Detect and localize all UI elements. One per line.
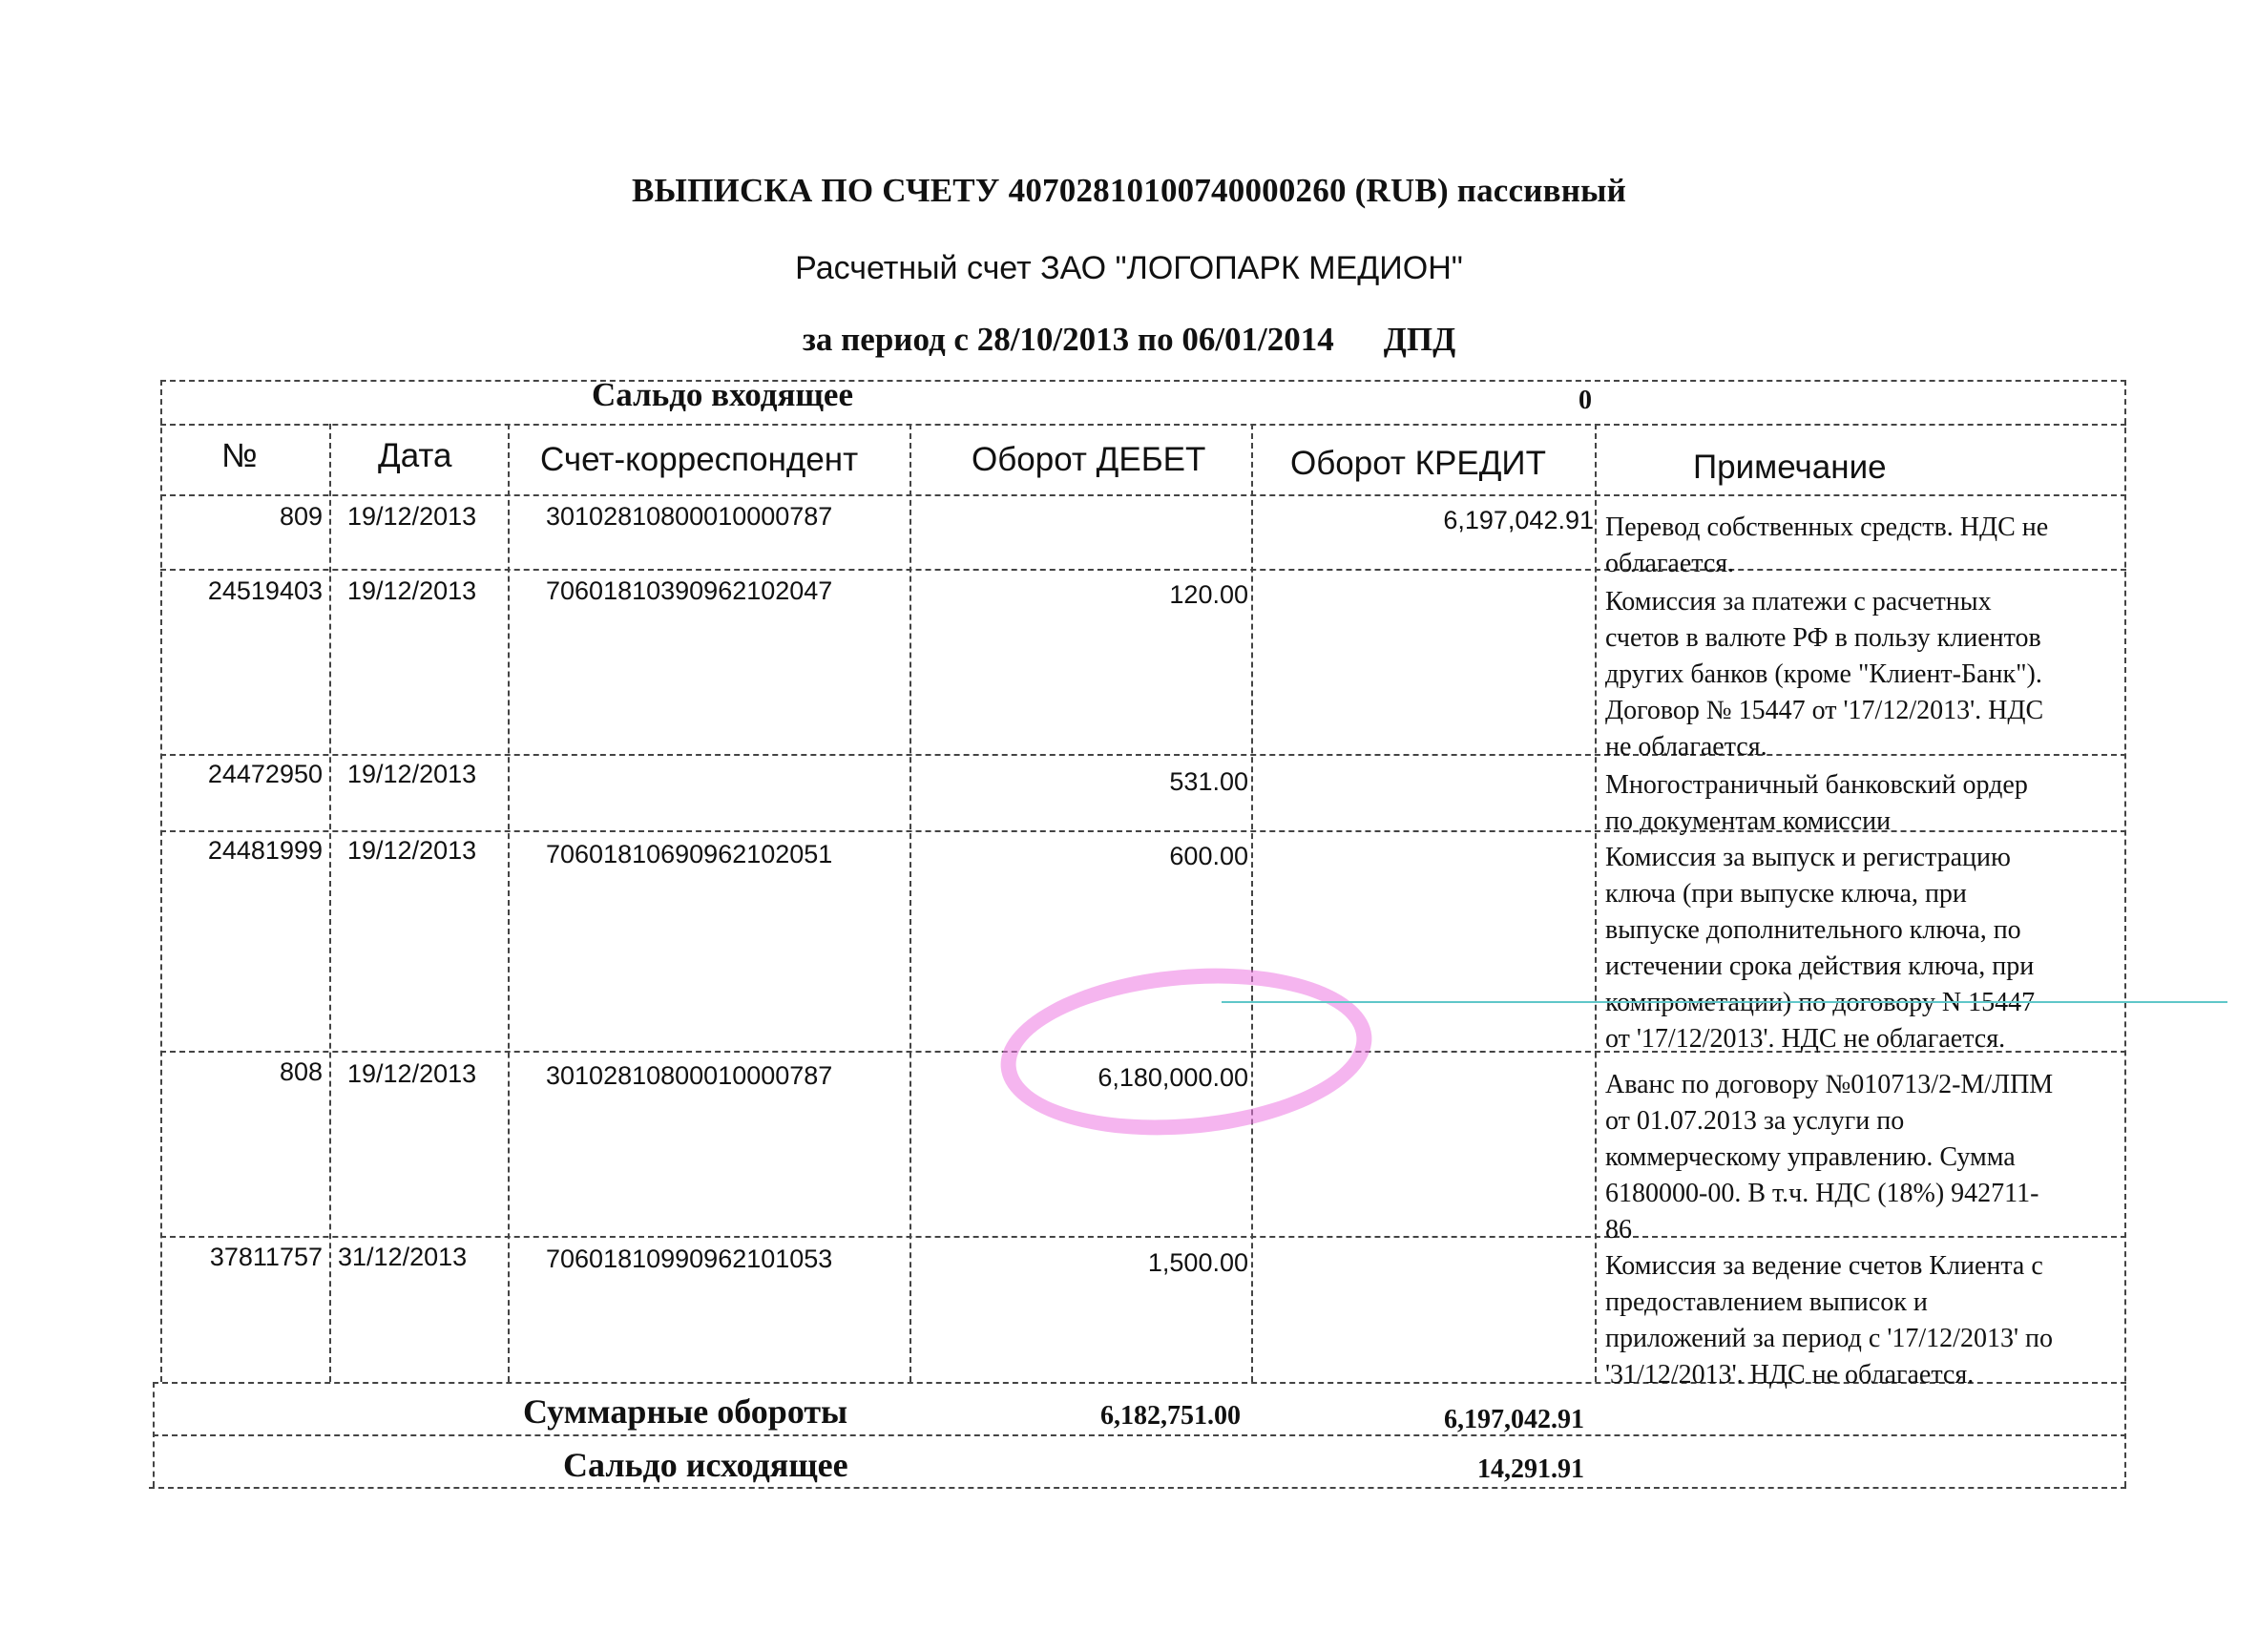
row-number: 809 — [279, 502, 323, 531]
row-note-line: от 01.07.2013 за услуги по — [1605, 1106, 1905, 1136]
row-note-line: '31/12/2013'. НДС не облагается. — [1605, 1360, 1975, 1390]
row-note-line: Перевод собственных средств. НДС не — [1605, 512, 2049, 542]
col-header-credit: Оборот КРЕДИТ — [1290, 445, 1546, 482]
totals-label: Суммарные обороты — [523, 1392, 848, 1431]
table-line — [1595, 424, 1597, 1382]
row-note-line: счетов в валюте РФ в пользу клиентов — [1605, 623, 2041, 653]
table-line — [329, 424, 331, 1382]
row-note-line: выпуске дополнительного ключа, по — [1605, 915, 2021, 945]
account-subtitle: Расчетный счет ЗАО "ЛОГОПАРК МЕДИОН" — [795, 250, 1463, 286]
closing-balance-label: Сальдо исходящее — [563, 1446, 848, 1484]
row-account: 30102810800010000787 — [546, 1061, 833, 1090]
row-note — [1605, 1248, 2053, 1393]
table-line — [160, 424, 2126, 426]
row-note-line: 86 — [1605, 1215, 1632, 1244]
row-date: 31/12/2013 — [338, 1243, 468, 1271]
period-tag: ДПД — [1383, 321, 1456, 358]
row-note-line: предоставлением выписок и — [1605, 1287, 1928, 1317]
totals-debit: 6,182,751.00 — [1100, 1401, 1241, 1431]
opening-balance-label: Сальдо входящее — [592, 376, 854, 413]
row-number: 24481999 — [207, 836, 323, 865]
row-note-line: коммерческому управлению. Сумма — [1605, 1142, 2016, 1172]
col-header-account: Счет-корреспондент — [540, 441, 859, 478]
statement-title: ВЫПИСКА ПО СЧЕТУ 40702810100740000260 (RUB) пассивный — [631, 172, 1627, 209]
highlight-circle-mark — [993, 953, 1379, 1149]
row-date: 19/12/2013 — [347, 576, 477, 605]
col-header-number: № — [221, 437, 258, 474]
opening-balance-value: 0 — [1579, 386, 1592, 415]
row-note-line: других банков (кроме "Клиент-Банк"). — [1605, 659, 2042, 689]
row-date: 19/12/2013 — [347, 502, 477, 531]
closing-balance-value: 14,291.91 — [1477, 1454, 1584, 1484]
row-date: 19/12/2013 — [347, 836, 477, 865]
row-account: 70601810390962102047 — [546, 576, 833, 605]
table-line — [2124, 380, 2126, 1487]
row-number: 37811757 — [209, 1243, 323, 1271]
row-note-line: истечении срока действия ключа, при — [1605, 951, 2035, 981]
pen-line-mark — [1222, 1001, 2227, 1003]
table-line — [508, 424, 510, 1382]
row-credit: 6,197,042.91 — [1443, 506, 1594, 534]
period-line — [0, 321, 2258, 359]
table-line — [149, 1487, 2126, 1489]
row-note — [1605, 767, 2028, 840]
period-text: за период с 28/10/2013 по 06/01/2014 — [802, 321, 1334, 358]
row-note-line: не облагается. — [1605, 732, 1767, 762]
row-account: 30102810800010000787 — [546, 502, 833, 531]
col-header-note: Примечание — [1693, 449, 1887, 486]
table-line — [160, 380, 2126, 382]
row-note-line: ключа (при выпуске ключа, при — [1605, 879, 1967, 909]
row-note-line: Комиссия за выпуск и регистрацию — [1605, 843, 2011, 872]
row-account: 70601810990962101053 — [546, 1244, 833, 1273]
row-debit: 600.00 — [1169, 842, 1248, 870]
row-note-line: облагается. — [1605, 549, 1735, 578]
row-note-line: Многостраничный банковский ордер — [1605, 770, 2028, 800]
row-debit: 6,180,000.00 — [1098, 1063, 1248, 1092]
row-note — [1605, 584, 2043, 765]
totals-credit: 6,197,042.91 — [1444, 1405, 1584, 1434]
row-note-line: Договор № 15447 от '17/12/2013'. НДС — [1605, 696, 2044, 725]
row-account: 70601810690962102051 — [546, 840, 833, 868]
row-note-line: от '17/12/2013'. НДС не облагается. — [1605, 1024, 2006, 1054]
row-note-line: по документам комиссии — [1605, 806, 1892, 836]
row-note — [1605, 510, 2048, 582]
row-debit: 531.00 — [1169, 767, 1248, 796]
col-header-debit: Оборот ДЕБЕТ — [972, 441, 1206, 478]
row-note-line: приложений за период с '17/12/2013' по — [1605, 1324, 2053, 1353]
table-line — [153, 1382, 155, 1487]
table-line — [909, 424, 911, 1382]
row-note — [1605, 1067, 2053, 1248]
row-number: 24472950 — [207, 760, 323, 788]
row-debit: 1,500.00 — [1147, 1248, 1248, 1277]
row-note-line: Комиссия за платежи с расчетных — [1605, 587, 1992, 617]
table-line — [160, 494, 2126, 496]
row-date: 19/12/2013 — [347, 760, 477, 788]
row-note-line: Аванс по договору №010713/2-М/ЛПМ — [1605, 1070, 2054, 1099]
row-note-line: 6180000-00. В т.ч. НДС (18%) 942711- — [1605, 1179, 2039, 1208]
row-number: 24519403 — [207, 576, 323, 605]
row-number: 808 — [279, 1057, 323, 1086]
row-debit: 120.00 — [1169, 580, 1248, 609]
row-note — [1605, 840, 2035, 1057]
col-header-date: Дата — [378, 437, 452, 474]
table-line — [1251, 424, 1253, 1382]
table-line — [153, 1434, 2126, 1436]
row-note-line: компрометации) по договору N 15447 — [1605, 988, 2036, 1017]
row-date: 19/12/2013 — [347, 1059, 477, 1088]
row-note-line: Комиссия за ведение счетов Клиента с — [1605, 1251, 2043, 1281]
